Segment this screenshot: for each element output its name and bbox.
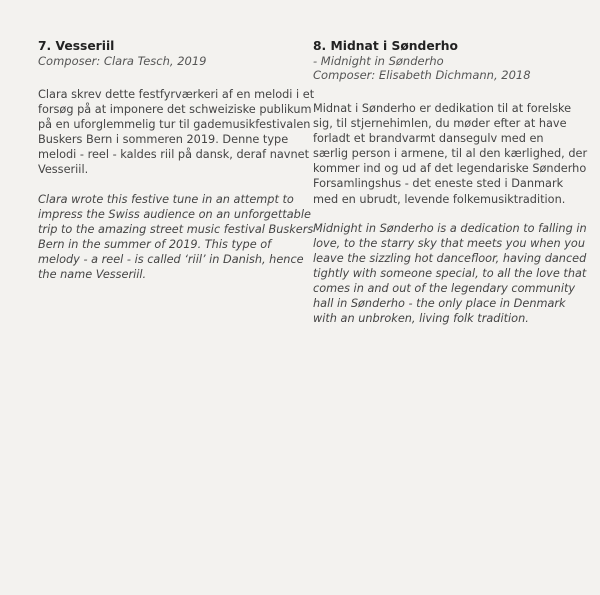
text-line: Midnat i Sønderho er dedikation til at forelske: [313, 102, 572, 115]
text-line: Midnight in Sønderho is a dedication to falling in: [313, 221, 587, 235]
text-line: Buskers Bern i sommeren 2019. Denne type: [38, 133, 289, 147]
text-line: sig, til stjernehimlen, du møder efter at have: [313, 117, 567, 131]
text-line: Forsamlingshus - det eneste sted i Danmark: [313, 177, 564, 191]
text-line: melodi - reel - kaldes riil på dansk, deraf navnet: [38, 148, 310, 162]
text-line: love, to the starry sky that meets you when you: [313, 236, 585, 250]
text-line: Vesseriil.: [38, 163, 89, 177]
text-line: tightly with someone special, to all the love that: [313, 266, 587, 280]
english-description: [313, 221, 587, 327]
text-line: kommer ind og ud af det legendariske Sønderho: [313, 162, 587, 176]
text-line: særlig person i armene, til al den kærlighed, der: [313, 147, 588, 161]
track-title: 8. Midnat i Sønderho: [313, 39, 458, 53]
text-line: comes in and out of the legendary community: [313, 282, 576, 296]
danish-description: [38, 87, 315, 178]
english-description: [38, 192, 314, 283]
track-7-section: [38, 38, 315, 296]
text-line: impress the Swiss audience on an unforgettable: [38, 207, 311, 221]
text-line: the name Vesseriil.: [38, 268, 147, 282]
text-line: forladt et brandvarmt dansegulv med en: [313, 132, 544, 146]
text-line: Bern in the summer of 2019. This type of: [38, 237, 272, 251]
text-line: Clara skrev dette festfyrværkeri af en melodi i et: [38, 88, 315, 101]
track-title: 7. Vesseriil: [38, 39, 115, 53]
text-line: leave the sizzling hot dancefloor, having danced: [313, 251, 587, 265]
text-line: hall in Sønderho - the only place in Denmark: [313, 297, 566, 311]
text-line: with an unbroken, living folk tradition.: [313, 312, 529, 326]
text-line: med en ubrudt, levende folkemusiktradition.: [313, 192, 566, 206]
text-line: forsøg på at imponere det schweiziske publikum: [38, 103, 312, 117]
composer-credit: Composer: Elisabeth Dichmann, 2018: [313, 68, 531, 82]
text-line: på en uforglemmelig tur til gademusikfestivalen: [38, 118, 311, 132]
text-line: trip to the amazing street music festival Buskers: [38, 222, 314, 236]
text-line: Clara wrote this festive tune in an attempt to: [38, 192, 294, 206]
danish-description: [313, 101, 588, 207]
track-subtitle: - Midnight in Sønderho: [313, 54, 444, 68]
track-8-section: [313, 38, 588, 340]
composer-credit: Composer: Clara Tesch, 2019: [38, 54, 207, 68]
text-line: melody - a reel - is called ‘riil’ in Danish, hence: [38, 252, 304, 266]
